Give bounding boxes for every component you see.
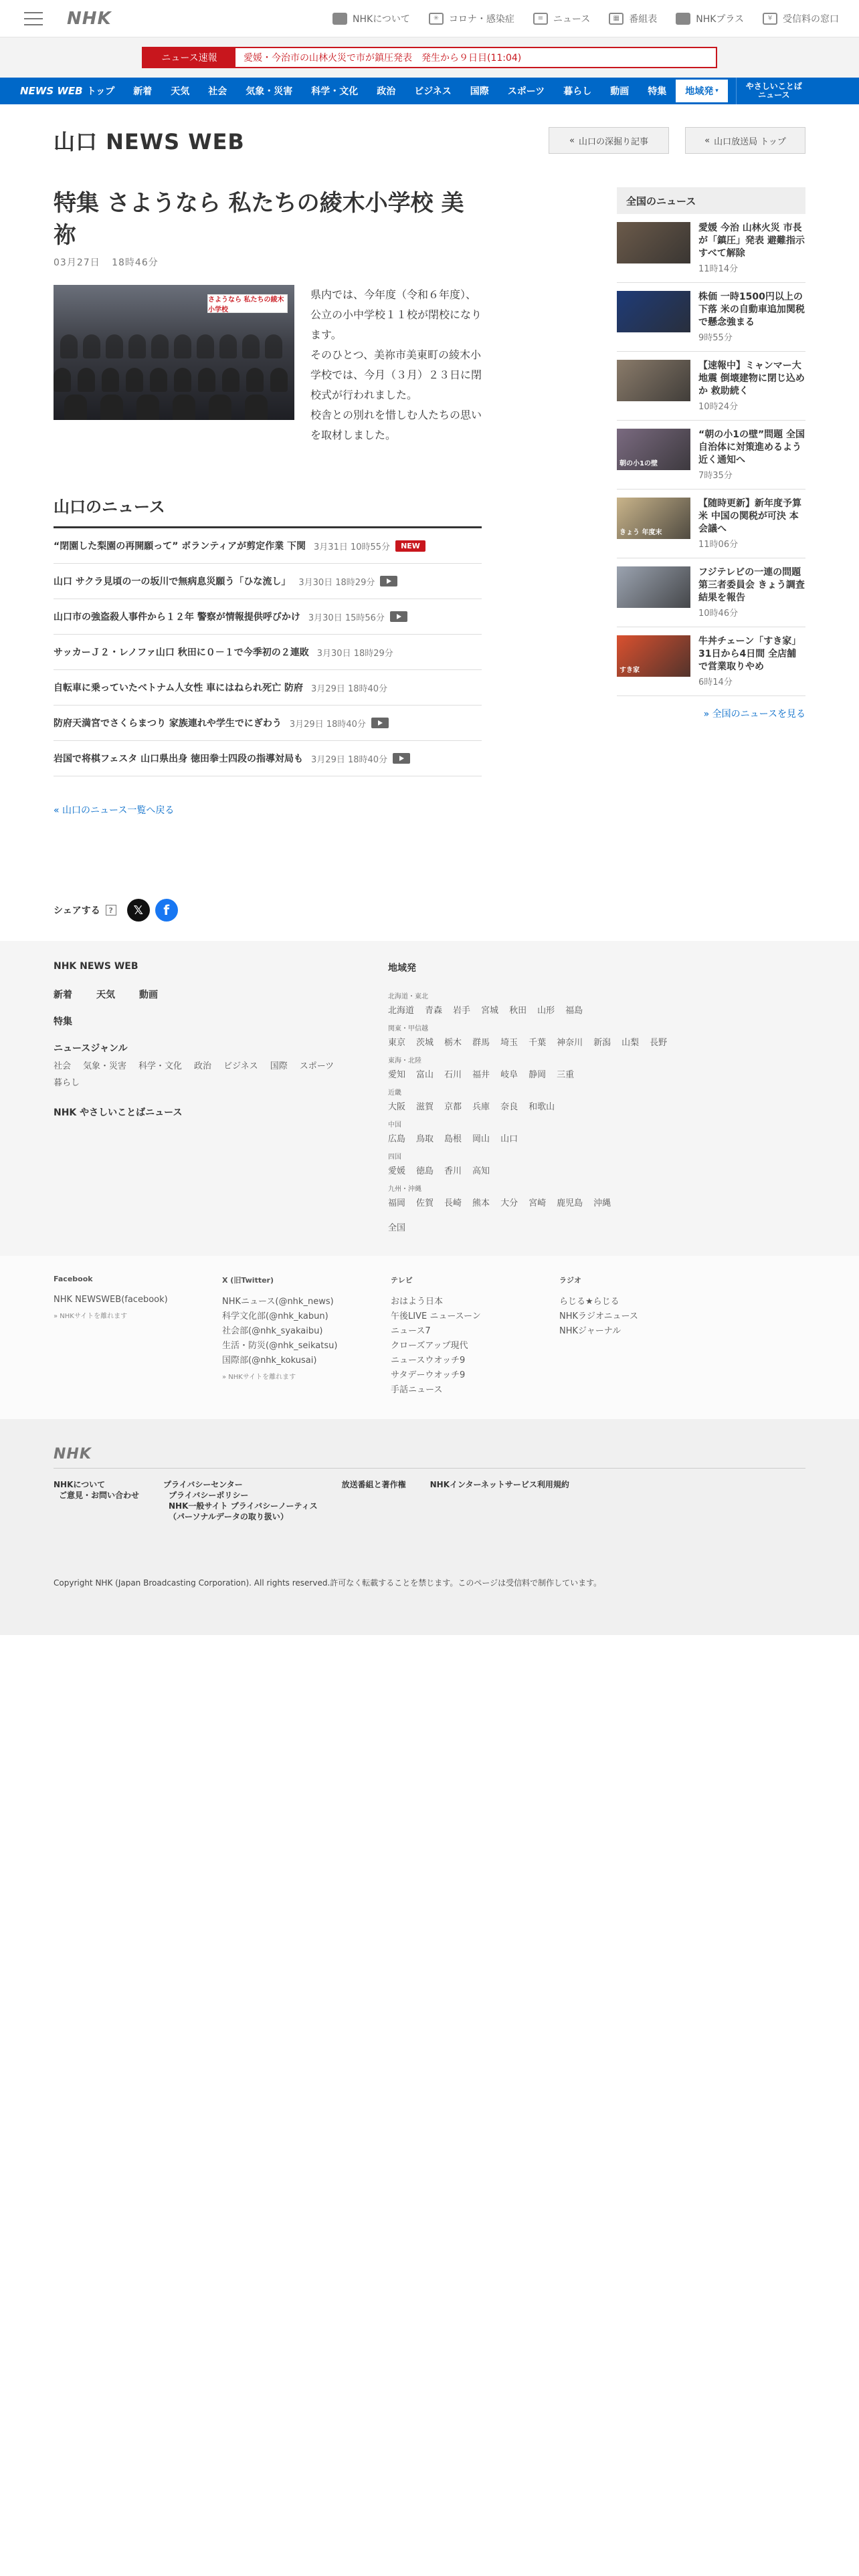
- chevron-left-icon: «: [54, 805, 60, 816]
- footer-column-link[interactable]: ニュースウオッチ9: [391, 1356, 466, 1366]
- footer-column-link[interactable]: クローズアップ現代: [391, 1341, 468, 1351]
- prefecture-link[interactable]: 奈良: [500, 1102, 518, 1112]
- header-link-label: 番組表: [629, 13, 658, 25]
- footer-easy-news-link[interactable]: NHK やさしいことばニュース: [54, 1107, 183, 1118]
- footer-bottom-sublink[interactable]: （パーソナルデータの取り扱い）: [169, 1512, 288, 1521]
- region-group-name: 北海道・東北: [388, 993, 428, 1000]
- news-time: 11時14分: [698, 264, 739, 274]
- footer-bottom-sublink[interactable]: ご意見・お問い合わせ: [59, 1491, 140, 1500]
- breaking-news-bar[interactable]: [142, 47, 717, 68]
- national-news-heading: 全国のニュース: [617, 187, 805, 214]
- main-layout: [54, 187, 805, 924]
- prefecture-link[interactable]: 宮城: [481, 1006, 499, 1016]
- prefecture-link[interactable]: 徳島: [416, 1166, 434, 1176]
- footer-genre-link[interactable]: 科学・文化: [138, 1061, 183, 1071]
- prefecture-link[interactable]: 神奈川: [557, 1038, 583, 1048]
- news-title: 【随時更新】新年度予算 米 中国の関税が可決 本会議へ: [698, 498, 801, 534]
- nav-item-politics[interactable]: 政治: [377, 86, 396, 97]
- national-news-item[interactable]: [617, 214, 805, 283]
- local-news-heading: 山口のニュース: [54, 494, 482, 528]
- prefecture-links: [388, 1164, 805, 1176]
- nav-item-disaster[interactable]: 気象・災害: [246, 86, 293, 97]
- prefecture-link[interactable]: 兵庫: [472, 1102, 490, 1112]
- news-icon: ≡: [533, 13, 548, 25]
- header-link-news[interactable]: [533, 12, 590, 25]
- article-paragraph: 校舎との別れを惜しむ人たちの思いを取材しました。: [310, 409, 482, 441]
- header-link-fee[interactable]: [763, 12, 839, 25]
- prefecture-link[interactable]: 埼玉: [500, 1038, 518, 1048]
- article-paragraph: そのひとつ、美祢市美東町の綾木小学校では、今月（３月）２３日に閉校式が行われました。: [310, 348, 482, 401]
- prefecture-link[interactable]: 大分: [500, 1198, 518, 1208]
- prefecture-link[interactable]: 愛媛: [388, 1166, 406, 1176]
- video-icon: [390, 611, 407, 622]
- footer-bottom-sublink[interactable]: プライバシーポリシー: [169, 1491, 249, 1500]
- prefecture-links: [388, 1099, 805, 1112]
- x-share-icon[interactable]: 𝕏: [127, 899, 150, 922]
- news-web-brand: NEWS WEB: [20, 85, 83, 97]
- national-news-item[interactable]: [617, 627, 805, 696]
- prefecture-link[interactable]: 京都: [444, 1102, 462, 1112]
- prefecture-link[interactable]: 北海道: [388, 1006, 415, 1016]
- feature-articles-button[interactable]: [549, 127, 669, 154]
- footer-bottom-column: [163, 1479, 318, 1522]
- new-badge: NEW: [395, 540, 425, 552]
- national-news-info: [698, 498, 805, 550]
- footer-column-link[interactable]: NHKニュース(@nhk_news): [222, 1297, 334, 1307]
- nav-item-video[interactable]: 動画: [610, 86, 630, 97]
- footer-column-link[interactable]: NHKジャーナル: [559, 1326, 622, 1336]
- main-column: [54, 187, 482, 924]
- prefecture-link[interactable]: 群馬: [472, 1038, 490, 1048]
- news-title: 岩国で将棋フェスタ 山口県出身 徳田拳士四段の指導対局も: [54, 754, 304, 764]
- nhk-icon: [332, 13, 347, 25]
- news-time: 7時35分: [698, 471, 733, 481]
- news-title: 株価 一時1500円以上の下落 米の自動車追加関税で懸念強まる: [698, 292, 805, 328]
- footer-link-column: [391, 1275, 559, 1398]
- nav-label: 地域発: [685, 86, 714, 97]
- footer-column-link[interactable]: サタデーウオッチ9: [391, 1370, 466, 1380]
- region-group-name: 中国: [388, 1121, 401, 1129]
- footer-genre-links: [54, 1059, 361, 1088]
- footer-bottom-link[interactable]: NHKについて: [54, 1480, 106, 1489]
- breaking-news-label: ニュース速報: [143, 48, 235, 67]
- news-time: 10時46分: [698, 609, 739, 619]
- plus-icon: [676, 13, 690, 25]
- footer-column-link[interactable]: ニュース7: [391, 1326, 431, 1336]
- news-date: 3月31日 10時55分: [314, 542, 391, 552]
- prefecture-link[interactable]: 東京: [388, 1038, 406, 1048]
- article-date: [54, 255, 482, 269]
- video-icon: [371, 718, 389, 728]
- nhk-logo[interactable]: NHK: [67, 8, 112, 29]
- external-link-icon: »: [222, 1374, 229, 1381]
- nav-item-region[interactable]: [676, 80, 728, 102]
- menu-icon[interactable]: [24, 12, 43, 25]
- prefecture-links: [388, 1132, 805, 1144]
- footer-column-link[interactable]: おはよう日本: [391, 1297, 444, 1307]
- footer-genre-title: ニュースジャンル: [54, 1043, 128, 1054]
- news-date: 3月29日 18時40分: [311, 683, 388, 694]
- header-link-label: NHKプラス: [696, 13, 744, 25]
- news-title: 山口 サクラ見頃の一の坂川で無病息災願う「ひな流し」: [54, 576, 291, 587]
- nav-item-international[interactable]: 国際: [470, 86, 489, 97]
- local-news-item[interactable]: [54, 706, 482, 741]
- footer-column-link[interactable]: NHKラジオニュース: [559, 1311, 638, 1321]
- prefecture-link[interactable]: 石川: [444, 1070, 462, 1080]
- prefecture-link[interactable]: 沖縄: [593, 1198, 611, 1208]
- region-group-name: 東海・北陸: [388, 1057, 421, 1065]
- prefecture-link[interactable]: 秋田: [509, 1006, 527, 1016]
- footer-column-title: テレビ: [391, 1276, 413, 1285]
- prefecture-links: [388, 1035, 805, 1048]
- prefecture-link[interactable]: 福島: [565, 1006, 583, 1016]
- prefecture-link[interactable]: 山形: [537, 1006, 555, 1016]
- footer-bottom-link[interactable]: 放送番組と著作権: [341, 1480, 406, 1489]
- news-time: 11時06分: [698, 540, 739, 550]
- feature-article: [54, 187, 482, 445]
- header-link-corona[interactable]: [429, 12, 514, 25]
- news-time: 10時24分: [698, 402, 739, 412]
- footer-bottom-link[interactable]: プライバシーセンター: [163, 1480, 243, 1489]
- footer-bottom-column: [430, 1479, 569, 1522]
- article-date-day: 03月27日: [54, 257, 100, 268]
- footer-column-title: X (旧Twitter): [222, 1276, 274, 1285]
- nav-item-life[interactable]: 暮らし: [563, 86, 592, 97]
- prefecture-links: [388, 1003, 805, 1016]
- article-photo[interactable]: [54, 285, 294, 420]
- nav-item-new[interactable]: 新着: [133, 86, 153, 97]
- photo-crowd-row: [54, 365, 294, 392]
- prefecture-link[interactable]: 和歌山: [529, 1102, 555, 1112]
- thumbnail-caption: すき家: [619, 667, 640, 674]
- nav-label: トップ: [86, 86, 115, 97]
- local-news-item[interactable]: [54, 528, 482, 564]
- footer-column-link[interactable]: 生活・防災(@nhk_seikatsu): [222, 1341, 338, 1351]
- footer-genre-link[interactable]: 政治: [194, 1061, 212, 1071]
- nav-easy-line2: ニュース: [758, 90, 790, 100]
- prefecture-link[interactable]: 岡山: [472, 1134, 490, 1144]
- article-paragraph: 県内では、今年度（令和６年度）、公立の小中学校１１校が閉校になります。: [310, 288, 482, 341]
- region-group-name: 九州・沖縄: [388, 1186, 421, 1193]
- prefecture-link[interactable]: 広島: [388, 1134, 406, 1144]
- external-note-text: NHKサイトを離れます: [228, 1374, 296, 1381]
- news-thumbnail: [617, 498, 690, 539]
- prefecture-link[interactable]: 鹿児島: [557, 1198, 583, 1208]
- footer-genre-link[interactable]: 気象・災害: [83, 1061, 127, 1071]
- prefecture-link[interactable]: 高知: [472, 1166, 490, 1176]
- national-news-item[interactable]: [617, 283, 805, 352]
- footer-link-video[interactable]: 動画: [139, 990, 158, 1000]
- button-label: 山口の深掘り記事: [578, 136, 648, 147]
- footer-link-weather[interactable]: 天気: [96, 990, 115, 1000]
- footer-bottom-sublink[interactable]: NHK一般サイト プライバシーノーティス: [169, 1501, 318, 1511]
- footer-column-title: Facebook: [54, 1275, 93, 1283]
- news-title: 防府天満宮でさくらまつり 家族連れや学生でにぎわう: [54, 718, 282, 729]
- footer-sitemap: [0, 941, 859, 1256]
- footer-nhk-logo[interactable]: NHK: [54, 1446, 92, 1463]
- header-link-plus[interactable]: [676, 12, 744, 25]
- link-label: 全国のニュースを見る: [712, 709, 805, 720]
- news-title: 愛媛 今治 山林火災 市長が「鎮圧」発表 避難指示すべて解除: [698, 223, 805, 259]
- prefecture-link[interactable]: 青森: [425, 1006, 443, 1016]
- header-link-label: ニュース: [553, 13, 591, 25]
- footer-region-title: 地域発: [388, 963, 416, 974]
- footer-bottom-column: [54, 1479, 139, 1522]
- footer-column-link[interactable]: 社会部(@nhk_syakaibu): [222, 1326, 323, 1336]
- schedule-icon: ▦: [609, 13, 624, 25]
- footer-genre-link[interactable]: 社会: [54, 1061, 72, 1071]
- national-news-info: [698, 222, 805, 274]
- prefecture-link[interactable]: 香川: [444, 1166, 462, 1176]
- national-news-list: [617, 214, 805, 696]
- footer-link-new[interactable]: 新着: [54, 990, 72, 1000]
- footer-bottom-links: [54, 1468, 805, 1522]
- local-news-item[interactable]: [54, 564, 482, 599]
- copyright: Copyright NHK (Japan Broadcasting Corporation). All rights reserved.許可なく転載することを禁じます。このページは受信料で制作しています。: [54, 1578, 602, 1588]
- prefecture-link[interactable]: 大阪: [388, 1102, 406, 1112]
- national-news-info: [698, 360, 805, 412]
- footer-bottom-column: [342, 1479, 406, 1522]
- prefecture-link[interactable]: 長崎: [444, 1198, 462, 1208]
- prefecture-link[interactable]: 滋賀: [416, 1102, 434, 1112]
- prefecture-link[interactable]: 熊本: [472, 1198, 490, 1208]
- prefecture-link[interactable]: 茨城: [416, 1038, 434, 1048]
- footer-sns: [0, 1256, 859, 1419]
- footer-column-title: ラジオ: [559, 1276, 581, 1285]
- footer-column-link[interactable]: 午後LIVE ニュースーン: [391, 1311, 481, 1321]
- news-title: 山口市の強盗殺人事件から１２年 警察が情報提供呼びかけ: [54, 612, 300, 623]
- local-news-item[interactable]: [54, 670, 482, 706]
- prefecture-link[interactable]: 福井: [472, 1070, 490, 1080]
- nav-item-feature[interactable]: 特集: [648, 86, 667, 97]
- article-date-time: 18時46分: [112, 257, 159, 268]
- local-news-item[interactable]: [54, 635, 482, 670]
- footer-link-column: [222, 1275, 391, 1398]
- national-news-info: [698, 429, 805, 481]
- prefecture-link[interactable]: 新潟: [593, 1038, 611, 1048]
- nav-item-society[interactable]: 社会: [208, 86, 227, 97]
- local-news-item[interactable]: [54, 741, 482, 776]
- national-news-item[interactable]: [617, 490, 805, 558]
- footer-column-link[interactable]: らじる★らじる: [559, 1297, 619, 1307]
- station-title[interactable]: 山口 NEWS WEB: [54, 129, 245, 154]
- page-header: [54, 104, 805, 159]
- footer-bottom: [0, 1419, 859, 1635]
- local-news-item[interactable]: [54, 599, 482, 635]
- national-news-info: [698, 566, 805, 619]
- prefecture-link[interactable]: 岐阜: [500, 1070, 518, 1080]
- video-icon: [380, 576, 397, 586]
- footer-column-link[interactable]: 科学文化部(@nhk_kabun): [222, 1311, 328, 1321]
- news-date: 3月29日 18時40分: [289, 719, 366, 730]
- national-news-item[interactable]: [617, 352, 805, 421]
- news-thumbnail: [617, 429, 690, 470]
- footer-region-links: [388, 961, 805, 1233]
- news-title: “閉園した梨園の再開願って” ボランティアが剪定作業 下関: [54, 541, 306, 552]
- thumbnail-caption: きょう 年度末: [619, 529, 662, 536]
- external-link-icon: »: [54, 1313, 60, 1320]
- photo-crowd-row: [54, 332, 294, 358]
- station-top-button[interactable]: [685, 127, 805, 154]
- prefecture-link[interactable]: 富山: [416, 1070, 434, 1080]
- news-time: 6時14分: [698, 677, 733, 687]
- prefecture-links: [388, 1067, 805, 1080]
- footer-column-link[interactable]: NHK NEWSWEB(facebook): [54, 1295, 168, 1305]
- news-title: 【速報中】ミャンマー大地震 倒壊建物に閉じ込めか 救助続く: [698, 360, 805, 397]
- header-link-label: コロナ・感染症: [448, 13, 514, 25]
- share-area: [54, 897, 482, 924]
- national-news-item[interactable]: [617, 558, 805, 627]
- news-date: 3月29日 18時40分: [311, 754, 388, 765]
- news-title: 自転車に乗っていたベトナム人女性 車にはねられ死亡 防府: [54, 683, 304, 693]
- facebook-share-icon[interactable]: f: [155, 899, 178, 922]
- thumbnail-caption: 朝の小1の壁: [619, 460, 658, 467]
- news-thumbnail: [617, 566, 690, 608]
- footer-link-feature[interactable]: 特集: [54, 1016, 72, 1027]
- news-title: “朝の小1の壁”問題 全国自治体に対策進めるよう近く通知へ: [698, 429, 805, 465]
- chevron-right-icon: »: [703, 709, 710, 720]
- footer-main-links: [54, 988, 388, 1001]
- external-note-text: NHKサイトを離れます: [60, 1313, 128, 1320]
- photo-crowd-row: [54, 395, 294, 420]
- nav-item-business[interactable]: ビジネス: [414, 86, 452, 97]
- national-news-sidebar: [617, 187, 805, 924]
- prefecture-link[interactable]: 千葉: [529, 1038, 547, 1048]
- prefecture-link[interactable]: 栃木: [444, 1038, 462, 1048]
- prefecture-link[interactable]: 島根: [444, 1134, 462, 1144]
- header-link-label: NHKについて: [353, 13, 410, 25]
- region-group-name: 近畿: [388, 1089, 401, 1097]
- chevron-down-icon: ▾: [715, 88, 719, 94]
- breaking-news-area: [0, 37, 859, 78]
- region-all-link[interactable]: 全国: [388, 1223, 406, 1233]
- footer-site-title[interactable]: NHK NEWS WEB: [54, 961, 138, 972]
- page-container: [54, 104, 805, 924]
- header-links: [332, 12, 839, 25]
- fee-icon: ¥: [763, 13, 777, 25]
- prefecture-link[interactable]: 福岡: [388, 1198, 406, 1208]
- region-list: [388, 990, 805, 1208]
- prefecture-link[interactable]: 愛知: [388, 1070, 406, 1080]
- header-link-label: 受信料の窓口: [783, 13, 839, 25]
- region-group-name: 関東・甲信越: [388, 1025, 428, 1033]
- chevron-left-icon: «: [569, 135, 575, 146]
- prefecture-link[interactable]: 鳥取: [416, 1134, 434, 1144]
- news-title: フジテレビの一連の問題 第三者委員会 きょう調査結果を報告: [698, 567, 805, 603]
- footer-bottom-link[interactable]: NHKインターネットサービス利用規約: [430, 1480, 569, 1489]
- national-news-info: [698, 291, 805, 343]
- header-link-about[interactable]: [332, 12, 410, 25]
- chevron-left-icon: «: [704, 135, 710, 146]
- video-icon: [393, 753, 410, 764]
- news-date: 3月30日 15時56分: [308, 613, 385, 623]
- button-label: 山口放送局 トップ: [714, 136, 786, 147]
- footer-genre-link[interactable]: 暮らし: [54, 1078, 80, 1088]
- prefecture-link[interactable]: 山梨: [622, 1038, 640, 1048]
- local-news-back-link[interactable]: [54, 803, 482, 817]
- virus-icon: ✳: [429, 13, 444, 25]
- news-date: 3月30日 18時29分: [298, 577, 375, 588]
- news-date: 3月30日 18時29分: [316, 648, 393, 659]
- prefecture-link[interactable]: 佐賀: [416, 1198, 434, 1208]
- prefecture-link[interactable]: 長野: [650, 1038, 668, 1048]
- news-title: 牛丼チェーン「すき家」31日から4日間 全店舗で営業取りやめ: [698, 636, 801, 672]
- national-news-item[interactable]: [617, 421, 805, 490]
- nav-item-sports[interactable]: スポーツ: [507, 86, 545, 97]
- external-note: [54, 1310, 222, 1320]
- external-note: [222, 1371, 391, 1381]
- article-title: 特集 さようなら 私たちの綾木小学校 美祢: [54, 190, 464, 249]
- news-title: サッカーＪ２・レノファ山口 秋田に０－１で今季初の２連敗: [54, 647, 309, 658]
- share-label: シェアする: [54, 905, 100, 916]
- nav-item-top[interactable]: [0, 78, 124, 104]
- article-body: [54, 285, 482, 445]
- nav-item-weather[interactable]: 天気: [171, 86, 190, 97]
- footer-link-column: [54, 1275, 222, 1398]
- header-buttons: [549, 127, 805, 154]
- news-time: 9時55分: [698, 333, 733, 343]
- top-header: [0, 0, 859, 37]
- local-news-list: [54, 528, 482, 776]
- footer-link-column: [559, 1275, 728, 1398]
- nav-easy-line1: やさしいことば: [745, 82, 802, 91]
- article-lead: [310, 285, 482, 445]
- footer-site-links: [54, 961, 388, 1233]
- news-thumbnail: [617, 635, 690, 677]
- prefecture-link[interactable]: 宮崎: [529, 1198, 547, 1208]
- footer-column-link[interactable]: 国際部(@nhk_kokusai): [222, 1356, 317, 1366]
- news-thumbnail: [617, 360, 690, 401]
- prefecture-link[interactable]: 静岡: [529, 1070, 547, 1080]
- news-thumbnail: [617, 291, 690, 332]
- help-icon[interactable]: ?: [106, 905, 116, 916]
- photo-banner: さようなら 私たちの綾木小学校: [207, 294, 288, 313]
- national-news-more-link[interactable]: [617, 707, 805, 720]
- footer-genre-link[interactable]: 国際: [270, 1061, 288, 1071]
- main-nav: [0, 78, 859, 104]
- footer-genre-link[interactable]: ビジネス: [223, 1061, 258, 1071]
- prefecture-link[interactable]: 山口: [500, 1134, 518, 1144]
- prefecture-link[interactable]: 三重: [557, 1070, 575, 1080]
- prefecture-links: [388, 1196, 805, 1208]
- nav-item-easy-news[interactable]: [736, 78, 812, 104]
- header-link-schedule[interactable]: [609, 12, 657, 25]
- nav-item-science[interactable]: 科学・文化: [311, 86, 359, 97]
- news-thumbnail: [617, 222, 690, 263]
- footer-column-link[interactable]: 手話ニュース: [391, 1385, 443, 1395]
- footer-genre-link[interactable]: スポーツ: [299, 1061, 335, 1071]
- prefecture-link[interactable]: 岩手: [453, 1006, 471, 1016]
- link-label: 山口のニュース一覧へ戻る: [62, 805, 175, 816]
- region-group-name: 四国: [388, 1154, 401, 1161]
- breaking-news-text[interactable]: 愛媛・今治市の山林火災で市が鎮圧発表 発生から９日目(11:04): [244, 53, 522, 64]
- national-news-info: [698, 635, 805, 687]
